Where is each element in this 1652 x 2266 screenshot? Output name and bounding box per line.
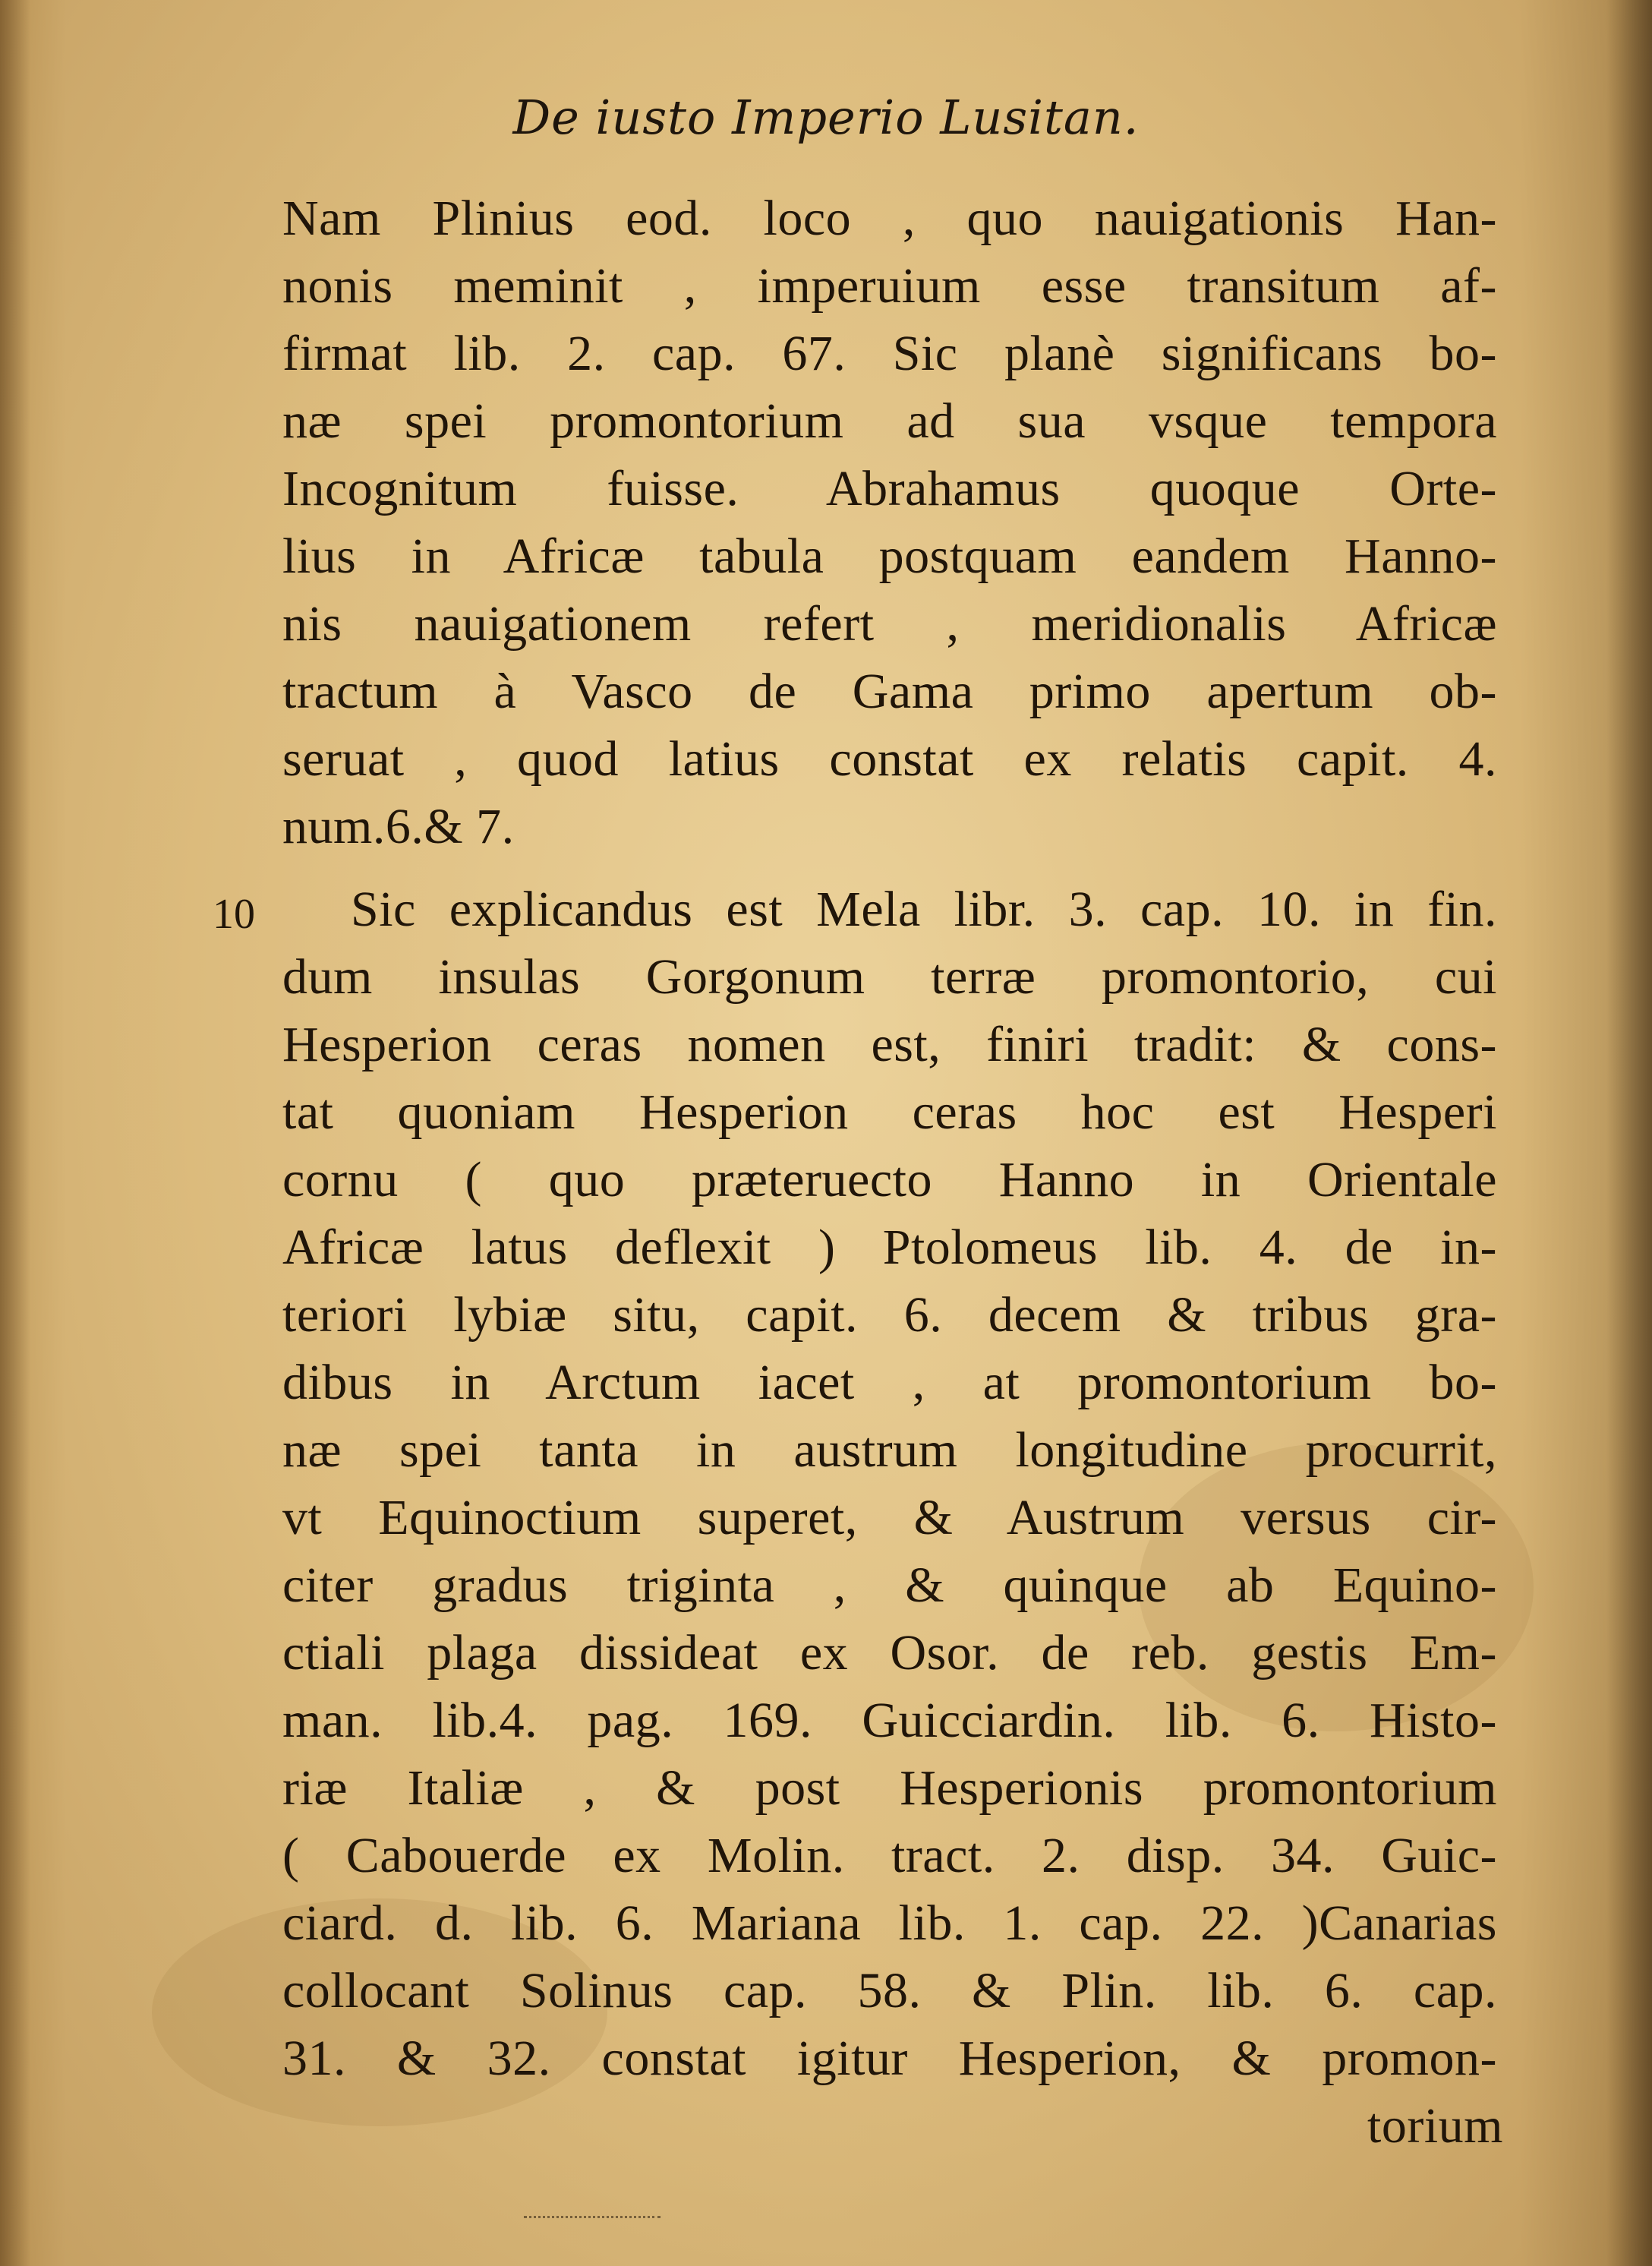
text-line: nis nauigationem refert , meridionalis Africæ <box>282 596 1497 652</box>
text-line: næ spei promontorium ad sua vsque tempora <box>282 393 1497 449</box>
text-line: ctiali plaga dissideat ex Osor. de reb. gestis Em- <box>282 1625 1497 1681</box>
text-line: tat quoniam Hesperion ceras hoc est Hesperi <box>282 1084 1497 1140</box>
text-line: Hesperion ceras nomen est, finiri tradit: & cons- <box>282 1017 1497 1072</box>
text-line: Africæ latus deflexit ) Ptolomeus lib. 4. de in- <box>282 1220 1497 1275</box>
signature-mark <box>524 2216 660 2233</box>
text-line: 31. & 32. constat igitur Hesperion, & promon- <box>282 2031 1497 2086</box>
binding-shadow <box>0 0 30 2266</box>
text-line: ( Cabouerde ex Molin. tract. 2. disp. 34. Guic- <box>282 1828 1497 1883</box>
text-line: nonis meminit , imperuium esse transitum af- <box>282 258 1497 314</box>
text-line: Incognitum fuisse. Abrahamus quoque Orte- <box>282 461 1497 516</box>
text-line: dum insulas Gorgonum terræ promontorio, cui <box>282 949 1497 1005</box>
text-line: cornu ( quo præteruecto Hanno in Orientale <box>282 1152 1497 1207</box>
margin-number: 10 <box>213 891 255 938</box>
text-line: ciard. d. lib. 6. Mariana lib. 1. cap. 22. )Canarias <box>282 1895 1497 1951</box>
running-head: De iusto Imperio Lusitan. <box>512 90 1140 145</box>
catchword: torium <box>1367 2098 1503 2154</box>
text-line: collocant Solinus cap. 58. & Plin. lib. 6. cap. <box>282 1963 1497 2018</box>
page-edge-shadow <box>1606 0 1652 2266</box>
text-line: lius in Africæ tabula postquam eandem Hanno- <box>282 529 1497 584</box>
text-line: firmat lib. 2. cap. 67. Sic planè significans bo- <box>282 326 1497 381</box>
text-line: riæ Italiæ , & post Hesperionis promontorium <box>282 1760 1497 1816</box>
text-line: næ spei tanta in austrum longitudine procurrit, <box>282 1422 1497 1478</box>
text-line: vt Equinoctium superet, & Austrum versus cir- <box>282 1490 1497 1545</box>
text-line: citer gradus triginta , & quinque ab Equino- <box>282 1557 1497 1613</box>
text-line: Nam Plinius eod. loco , quo nauigationis Han- <box>282 191 1497 246</box>
text-line: dibus in Arctum iacet , at promontorium bo- <box>282 1355 1497 1410</box>
text-line: num.6.& 7. <box>282 799 515 854</box>
text-line: seruat , quod latius constat ex relatis capit. 4. <box>282 731 1497 787</box>
text-line: tractum à Vasco de Gama primo apertum ob- <box>282 664 1497 719</box>
text-line: Sic explicandus est Mela libr. 3. cap. 10. in fin. <box>351 882 1497 937</box>
text-line: teriori lybiæ situ, capit. 6. decem & tribus gra- <box>282 1287 1497 1343</box>
text-line: man. lib.4. pag. 169. Guicciardin. lib. 6. Histo- <box>282 1693 1497 1748</box>
